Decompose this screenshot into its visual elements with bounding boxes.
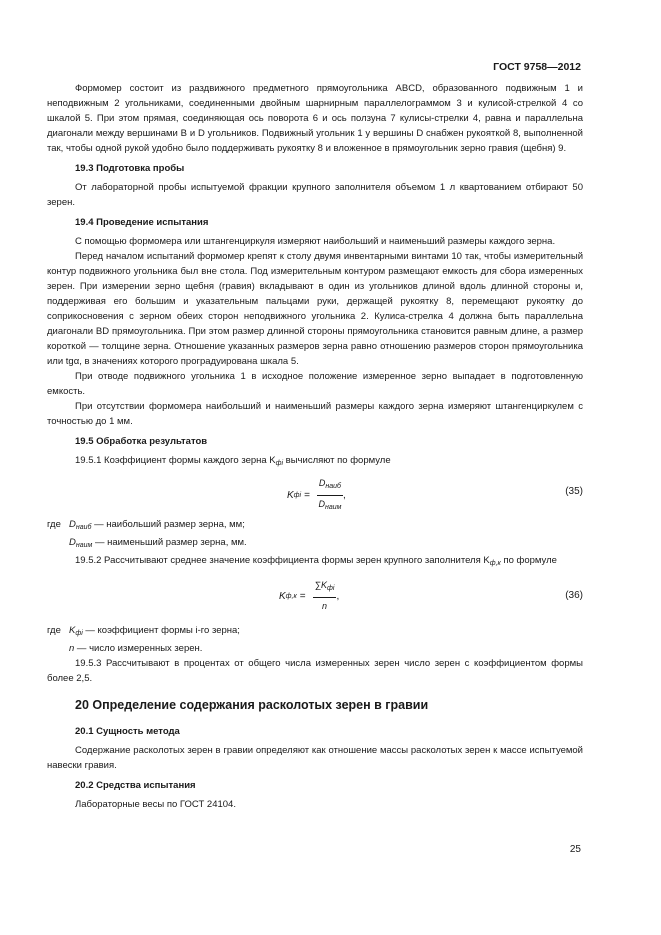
section-20-1-title: 20.1 Сущность метода — [75, 726, 180, 737]
section-19-5-title: 19.5 Обработка результатов — [75, 436, 208, 447]
section-19-5-2: 19.5.2 Рассчитывают среднее значение коэффициента формы зерен крупного заполнителя $K_{ф,к}$ по формуле — [75, 555, 557, 567]
section-19-4-p4: При отсутствии формомера наибольший и наименьший размеры каждого зерна измеряют штангенциркулем с точностью до 1 мм. — [47, 401, 583, 427]
formula-36: K ф,к = $\frac{\sum K_{фi}}{n}$ , (36) — [47, 574, 583, 620]
fraction: $\frac{\sum K_{фi}}{n}$ — [314, 580, 335, 611]
section-20-title: 20 Определение содержания расколотых зерен в гравии — [75, 698, 429, 712]
section-20-1-text: Содержание расколотых зерен в гравии определяют как отношение массы расколотых зерен к массе испытуемой навески гравия. — [47, 745, 583, 771]
fraction: $\frac{D_{наиб}}{D_{наим}}$ — [318, 478, 342, 511]
formula-35-legend: где $D_{наиб}$ — наибольший размер зерна, мм; $D_{наим}$ — наименьший размер зерна, мм. — [47, 519, 247, 549]
standard-code-header: ГОСТ 9758—2012 — [493, 61, 581, 73]
formula-35: K фi = $\frac{D_{наиб}}{D_{наим}}$ , (35) — [47, 474, 583, 514]
section-20-2-text: Лабораторные весы по ГОСТ 24104. — [75, 799, 236, 810]
page-number: 25 — [569, 844, 581, 855]
formula-36-legend: где $K_{фi}$ — коэффициент формы i-го зерна; n — число измеренных зерен. — [47, 625, 240, 654]
section-19-3-title: 19.3 Подготовка пробы — [75, 163, 185, 174]
section-19-5-1: 19.5.1 Коэффициент формы каждого зерна $K_{фi}$ вычисляют по формуле — [75, 455, 391, 467]
intro-paragraph: Формомер состоит из раздвижного предметного прямоугольника ABCD, образованного подвижным 1 и неподвижным 2 угольниками, соединенными двойным шарнирным параллелограммом 3 и кулисой-стрелкой 4 со шкалой 5. При этом прямая, соединяющая ось поворота 6 и ось ползуна 7 кулисы-стрелки 4, равна и параллельна диагонали между вершинами B и D угольников. Подвижный угольник 1 у вершины D снабжен рукояткой 8, выполненной так, чтобы одной рукой удобно было поддерживать рукоятку 8 и вложенное в прямоугольник зерно гравия (щебня) 9. — [47, 83, 583, 154]
section-19-4-title: 19.4 Проведение испытания — [75, 217, 209, 228]
section-19-5-3: 19.5.3 Рассчитывают в процентах от общего числа измеренных зерен число зерен с коэффициентом формы более 2,5. — [47, 658, 583, 684]
section-19-4-p1: С помощью формомера или штангенциркуля измеряют наибольший и наименьший размеры каждого зерна. — [75, 236, 556, 247]
section-19-4-p3: При отводе подвижного угольника 1 в исходное положение измеренное зерно выпадает в подготовленную емкость. — [47, 371, 583, 397]
section-19-3-text: От лабораторной пробы испытуемой фракции крупного заполнителя объемом 1 л квартованием отбирают 50 зерен. — [47, 182, 583, 208]
section-19-4-p2: Перед началом испытаний формомер крепят к столу двумя инвентарными винтами 10 так, чтобы измерительный контур подвижного угольника был вне стола. Под измерительным контуром размещают емкость для сбора измеренных зерен. При измерении зерно щебня (гравия) вкладывают в один из угольников длиной вдоль длинной стороны и, поддерживая его большим и указательным пальцами руки, держащей рукоятку 8, перемещают рукоятку до соприкосновения с зерном обеих сторон неподвижного угольника 2. Кулиса-стрелка 4 должна быть параллельна диагонали BD прямоугольника. При этом размер длинной стороны прямоугольника становится равным длине, а размер короткой — толщине зерна. Отношение указанных размеров зерна равно отношению размеров сторон прямоугольника или tgα, в значениях которого проградуирована шкала 5. — [47, 251, 583, 367]
formula-number: (35) — [565, 486, 583, 497]
formula-number: (36) — [565, 590, 583, 601]
page-body — [47, 81, 583, 812]
section-20-2-title: 20.2 Средства испытания — [75, 780, 196, 791]
